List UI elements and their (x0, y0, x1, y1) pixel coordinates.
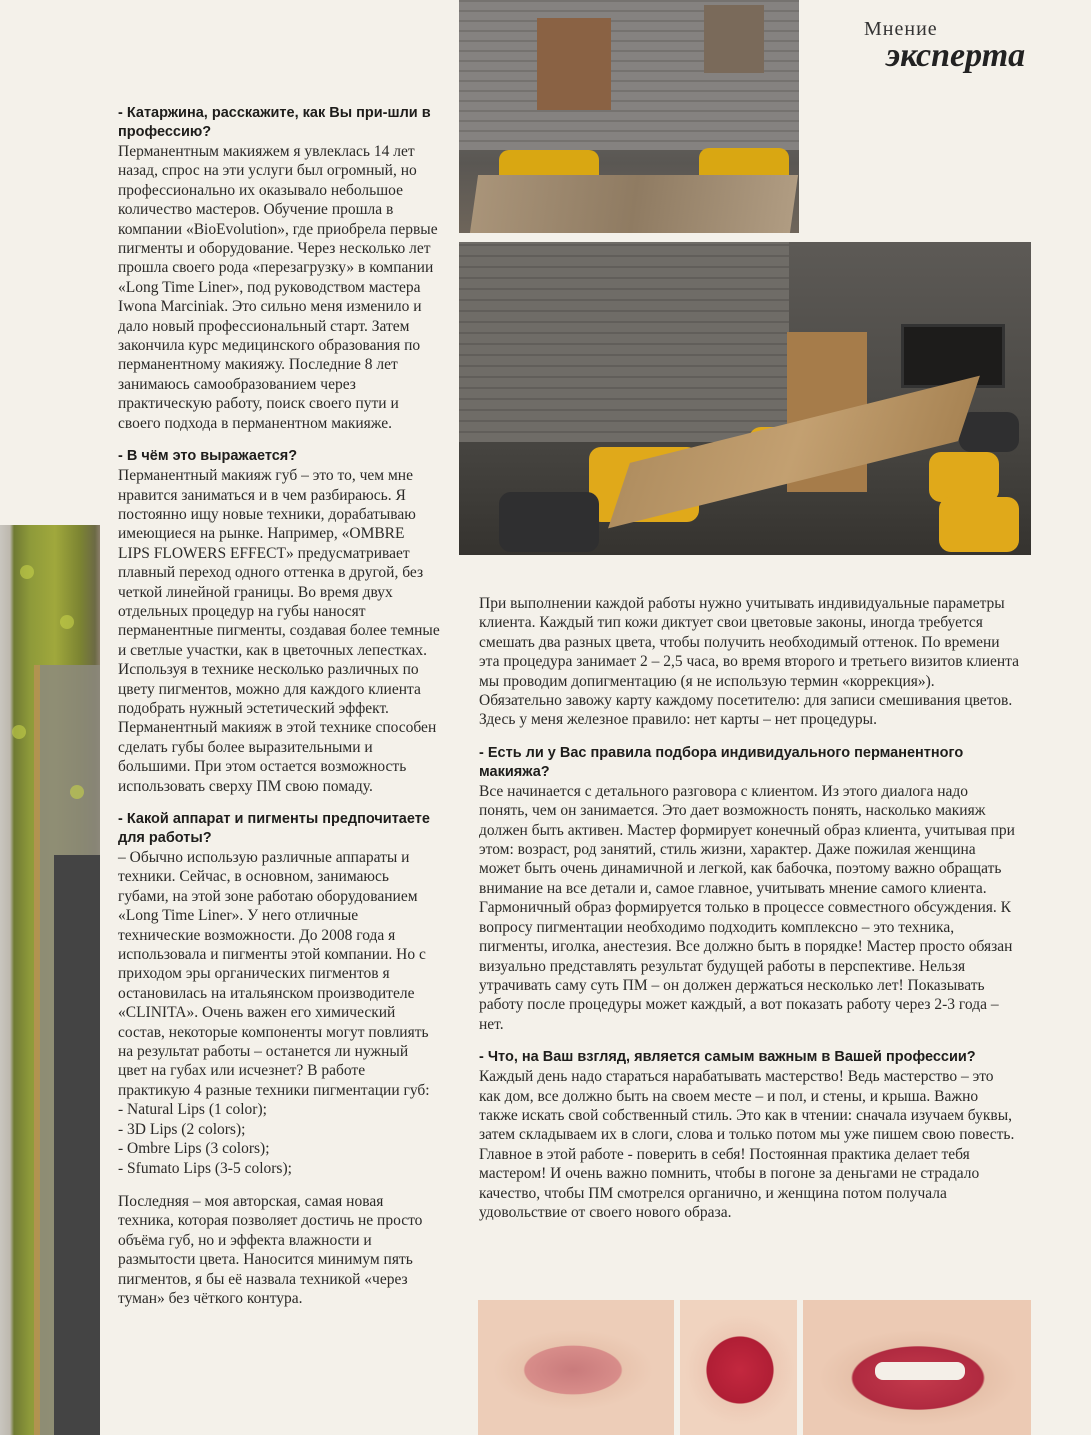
answer-paragraph: Все начинается с детального разговора с клиентом. Из этого диалога надо понять, чем он занимается. Это дает возможность понять, насколько макияж должен быть активен. Мастер формирует конечный образ клиента, учитывая при этом: возраст, род занятий, стиль жизни, характер. Даже пожилая женщина может быть очень динамичной и легкой, как бабочка, поэтому важно обращать внимание на все детали и, самое главное, учитывать мнение самого клиента. Гармоничный образ формируется только в процессе совместного обсуждения. К вопросу пигментации необходимо подходить комплексно – это техника, пигменты, иголка, анестезия. Все должно быть в порядке! Мастер просто обязан визуально представлять результат будущей работы в перспективе. Нельзя утрачивать саму суть ПМ – он должен держаться несколько лет! Показывать работу после процедуры может каждый, а вот показать работу через 2-3 года – нет. (479, 782, 1015, 1033)
moss-detail (70, 785, 84, 799)
brick-wall (459, 242, 789, 442)
technique-item: - Natural Lips (1 color); (118, 1101, 267, 1119)
doorway (54, 855, 100, 1435)
lips-photo-smile (803, 1300, 1031, 1435)
answer-paragraph: – Обычно использую различные аппараты и техники. Сейчас, в основном, занимаюсь губами, на этой зоне работаю оборудованием «Long Time Liner». У него отличные технические возможности. До 2008 года я использовала и пигменты этой компании. Но с приходом эры органических пигментов я остановилась на итальянском производителе «CLINITA». Очень важен его химический состав, некоторые компоненты могут повлиять на результат работы – останется ли нужный цвет на губах или исчезнет? В работе практикую 4 разные техники пигментации губ: (118, 849, 430, 1099)
dark-chair (959, 412, 1019, 452)
yellow-chair (929, 452, 999, 502)
answer-paragraph: При выполнении каждой работы нужно учитывать индивидуальные параметры клиента. Каждый тип кожи диктует свои цветовые законы, иногда требуется смешать два разных цвета, чтобы получить необходимый оттенок. По времени эта процедура занимает 2 – 2,5 часа, во время второго и третьего визитов клиента мы проводим допигментацию (я не использую термин «коррекция»). Обязательно завожу карту каждому посетителю: для записи смешивания цветов. Здесь у меня железное правило: нет карты – нет процедуры. (479, 595, 1020, 729)
question-heading: - В чём это выражается? (118, 448, 298, 465)
moss-detail (12, 725, 26, 739)
technique-item: - 3D Lips (2 colors); (118, 1120, 246, 1138)
answer-paragraph: Перманентным макияжем я увлеклась 14 лет назад, спрос на эти услуги был огромный, но профессионально их оказывало небольшое количество мастеров. Обучение прошла в компании «BioEvolution», где приобрела первые пигменты и оборудование. Через несколько лет прошла своего рода «перезагрузку» в компании «Long Time Liner», под руководством мастера Iwona Marciniak. Это сильно меня изменило и дало новый профессиональный старт. Затем закончила курс медицинского образования по перманентному макияжу. Последние 8 лет занимаюсь самообразованием через практическую работу, поиск своего пути и своего подхода в перманентном макияже. (118, 143, 438, 432)
tv-screen (901, 324, 1005, 388)
question-heading: - Какой аппарат и пигменты предпочитаете для работы? (118, 811, 430, 846)
wall-art (704, 5, 764, 73)
interior-photo-meeting-room (459, 242, 1031, 555)
dark-chair (499, 492, 599, 552)
wooden-table (470, 175, 798, 233)
technique-item: - Sfumato Lips (3-5 colors); (118, 1159, 292, 1177)
moss-detail (20, 565, 34, 579)
left-text-column (118, 104, 440, 1322)
moss-detail (60, 615, 74, 629)
lips-photo-red (680, 1300, 797, 1435)
interior-photo-top (459, 0, 799, 233)
question-heading: - Что, на Ваш взгляд, является самым важным в Вашей профессии? (479, 1049, 976, 1066)
answer-paragraph: Каждый день надо стараться нарабатывать мастерство! Ведь мастерство – это как дом, все должно быть на своем месте – и пол, и стены, и крыша. Важно также искать свой собственный стиль. Это как в чтении: сначала изучаем буквы, затем складываем их в слоги, слова и только потом мы уже пишем свою повесть. Главное в этой работе - поверить в себя! Постоянная практика делает тебя мастером! И очень важно помнить, чтобы в погоне за деньгами не страдало качество, чтобы ПМ смотрелся органично, и женщина потом получала удовольствие от своего нового образа. (479, 1068, 1015, 1221)
rubric-line-1: Мнение (864, 18, 938, 40)
yellow-chair (939, 497, 1019, 552)
teeth (875, 1362, 965, 1380)
moss-wall-photo (0, 525, 100, 1435)
wall-art (537, 18, 611, 110)
question-heading: - Есть ли у Вас правила подбора индивидуального перманентного макияжа? (479, 744, 964, 780)
section-rubric (864, 18, 1044, 74)
answer-paragraph: Перманентный макияж губ – это то, чем мне нравится заниматься и в чем разбираюсь. Я постоянно ищу новые техники, дорабатываю имеющиеся на рынке. Например, «OMBRE LIPS FLOWERS EFFECT» предусматривает плавный переход одного оттенка в другой, без четкой линейной границы. Во время двух отдельных процедур на губы наносят перманентные пигменты, создавая более темные и светлые участки, как в цветочных лепестках. Используя в технике несколько различных по цвету пигментов, можно для каждого клиента подобрать нужный эстетический эффект. Перманентный макияж в этой технике способен сделать губы более выразительными и большими. При этом остается возможность использовать сверху ПМ свою помаду. (118, 467, 440, 795)
rubric-line-2: эксперта (886, 37, 1026, 74)
right-text-column (479, 594, 1019, 1236)
question-heading: - Катаржина, расскажите, как Вы при-шли в профессию? (118, 105, 431, 140)
technique-item: - Ombre Lips (3 colors); (118, 1140, 270, 1158)
lips-photo-natural (478, 1300, 674, 1435)
answer-paragraph: Последняя – моя авторская, самая новая техника, которая позволяет достичь не просто объёма губ, но и эффекта влажности и размытости цвета. Наносится минимум пять пигментов, я бы её назвала техникой «через туман» без чёткого контура. (118, 1192, 423, 1307)
